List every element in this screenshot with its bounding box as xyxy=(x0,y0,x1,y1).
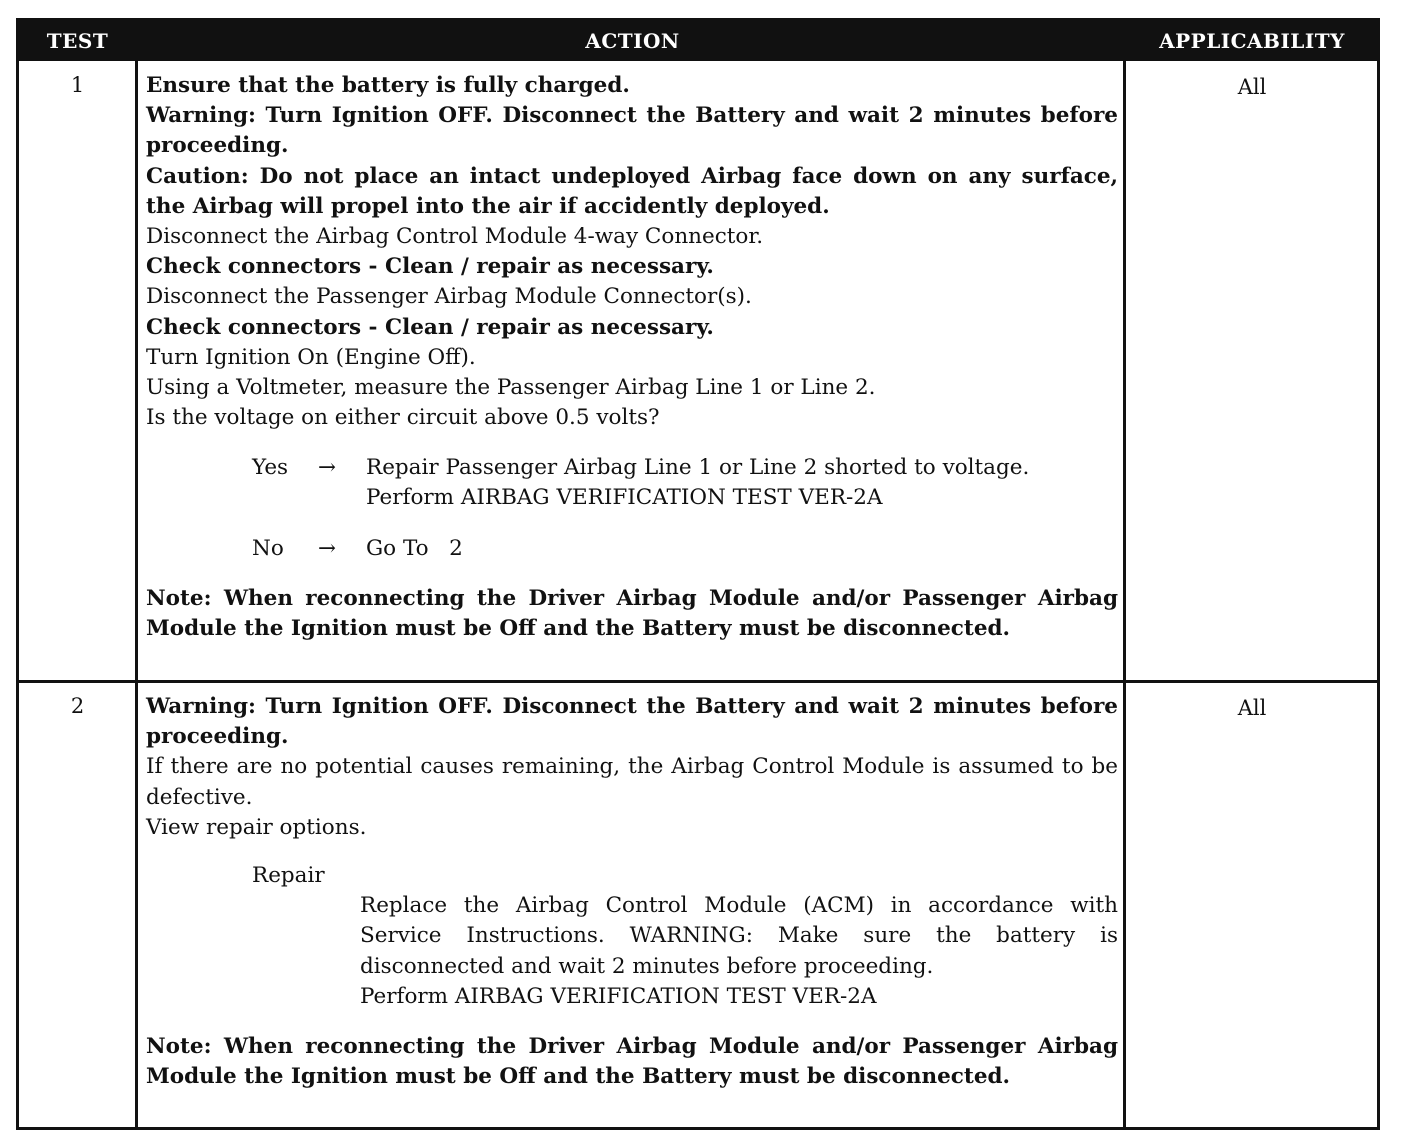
row-2-test-number: 2 xyxy=(70,694,85,718)
header-applicability: APPLICABILITY xyxy=(1159,29,1345,53)
row-1-step: Check connectors - Clean / repair as necessary. xyxy=(146,254,714,280)
no-label: No xyxy=(252,535,284,561)
yes-action-text: Repair Passenger Airbag Line 1 or Line 2 shorted to voltage. xyxy=(366,455,1030,481)
yes-perform-test: Perform AIRBAG VERIFICATION TEST VER-2A xyxy=(366,485,883,511)
row-2-step: View repair options. xyxy=(146,814,367,840)
row-1-yes-branch xyxy=(146,453,1118,483)
spacer xyxy=(146,1012,1118,1032)
header-test: TEST xyxy=(46,29,109,53)
header-action: ACTION xyxy=(585,29,680,53)
row-2-note: Note: When reconnecting the Driver Airbag Module and/or Passenger Airbag Module the Ignition must be Off and the Battery must be disconnected. xyxy=(146,1034,1118,1090)
row-1-question: Is the voltage on either circuit above 0.5 volts? xyxy=(146,405,660,431)
row-divider xyxy=(19,680,1377,683)
row-1-applicability: All xyxy=(1237,75,1267,99)
repair-label: Repair xyxy=(252,863,325,889)
repair-instructions: Replace the Airbag Control Module (ACM) in accordance with Service Instructions. WARNING: Make sure the battery is disconnected and wait 2 minutes before proceeding. xyxy=(360,893,1118,979)
spacer xyxy=(146,564,1118,584)
row-2-step: If there are no potential causes remaining, the Airbag Control Module is assumed to be defective. xyxy=(146,754,1118,810)
row-1-step: Using a Voltmeter, measure the Passenger Airbag Line 1 or Line 2. xyxy=(146,375,876,401)
column-divider-test xyxy=(135,61,138,1127)
row-1-step: Disconnect the Airbag Control Module 4-way Connector. xyxy=(146,224,764,250)
spacer xyxy=(146,433,1118,453)
row-1-test-number: 1 xyxy=(70,73,85,97)
diagnostic-table xyxy=(16,18,1380,1130)
column-divider-applicability xyxy=(1123,61,1126,1127)
table-header xyxy=(19,21,1377,61)
row-2-warning: Warning: Turn Ignition OFF. Disconnect the Battery and wait 2 minutes before proceeding. xyxy=(146,694,1118,750)
row-1-step: Check connectors - Clean / repair as necessary. xyxy=(146,314,714,340)
arrow-right-icon: → xyxy=(318,535,337,561)
spacer xyxy=(146,514,1118,534)
repair-perform-test: Perform AIRBAG VERIFICATION TEST VER-2A xyxy=(360,983,877,1009)
yes-label: Yes xyxy=(252,455,289,481)
arrow-right-icon: → xyxy=(318,455,337,481)
row-1-step: Turn Ignition On (Engine Off). xyxy=(146,344,476,370)
row-1-note: Note: When reconnecting the Driver Airbag Module and/or Passenger Airbag Module the Ignition must be Off and the Battery must be disconnected. xyxy=(146,585,1118,641)
spacer xyxy=(146,843,1118,861)
row-1-step: Disconnect the Passenger Airbag Module Connector(s). xyxy=(146,284,752,310)
row-1-caution: Caution: Do not place an intact undeployed Airbag face down on any surface, the Airbag will propel into the air if accidently deployed. xyxy=(146,163,1118,219)
row-1-action xyxy=(146,71,1118,644)
row-2-action xyxy=(146,692,1118,1092)
row-1-warning: Warning: Turn Ignition OFF. Disconnect the Battery and wait 2 minutes before proceeding. xyxy=(146,103,1118,159)
row-2-applicability: All xyxy=(1237,696,1267,720)
row-1-no-branch xyxy=(146,534,1118,564)
row-1-step: Ensure that the battery is fully charged. xyxy=(146,73,630,98)
go-to-step-link[interactable]: Go To 2 xyxy=(366,535,463,561)
